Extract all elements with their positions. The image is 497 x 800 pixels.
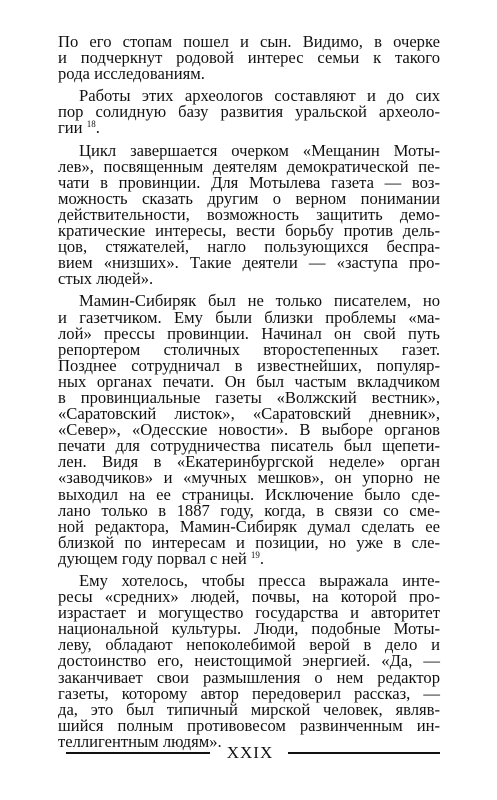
- text-line: пор солидную базу развития уральской археоло-: [58, 102, 440, 122]
- text-line: в провинциальные газеты «Волжский вестник»,: [58, 387, 440, 407]
- text-line: стых людей».: [58, 269, 154, 289]
- text-line: Ему хотелось, чтобы пресса выражала инте-: [79, 571, 440, 590]
- text-line: По его стопам пошел и сын. Видимо, в очерке: [58, 32, 440, 51]
- text-line: да, это был типичный мирской человек, являв-: [58, 699, 440, 719]
- text-line: газеты, которому автор передоверил рассказ, —: [58, 683, 440, 703]
- text-line: действительности, возможность защитить демо-: [58, 204, 440, 224]
- text-line: цов, стяжателей, нагло пользующихся беспра-: [58, 237, 440, 257]
- text-line: лой» прессы провинции. Начинал он свой путь: [58, 323, 440, 343]
- text-line: «заводчиков» и «мучных мешков», он упорно не: [58, 468, 440, 488]
- page-number: XXIX: [226, 743, 274, 762]
- body-text: [58, 34, 440, 750]
- text-line: репортером столичных второстепенных газет.: [58, 339, 440, 359]
- text-line: Мамин-Сибиряк был не только писателем, но: [79, 291, 440, 311]
- paragraph-2: [58, 88, 440, 136]
- text-line: и подчеркнут родовой интерес семьи к такого: [58, 48, 440, 68]
- paragraph-5: [58, 573, 440, 750]
- text-line: печати для сотрудничества писатель был щепети-: [58, 436, 440, 456]
- paragraph-3: [58, 140, 440, 289]
- text-line: близкой по интересам и позиции, но уже в сле-: [58, 532, 440, 552]
- text-line: ных органах печати. Он был частым вкладчиком: [58, 371, 440, 391]
- text-line: дующем году порвал с ней $^{19}$.: [58, 548, 265, 568]
- text-line: теллигентным людям».: [58, 731, 222, 751]
- text-line: лен. Видя в «Екатеринбургской неделе» орган: [58, 452, 440, 472]
- text-line: заканчивает свои размышления о нем редактор: [58, 667, 440, 687]
- text-line: леву, обладают непоколебимой верой в дело и: [58, 635, 440, 655]
- text-line: лев», посвященным деятелям демократической пе-: [58, 156, 440, 176]
- footer-rule-left: [66, 752, 210, 754]
- footnote-ref: 18: [86, 119, 96, 130]
- text-line: и газетчиком. Ему были близки проблемы «ма-: [58, 307, 440, 327]
- text-line: Позднее сотрудничал в известнейших, популяр-: [58, 355, 440, 375]
- text-line: «Север», «Одесские новости». В выборе органов: [58, 420, 440, 440]
- paragraph-1: [58, 34, 440, 82]
- text-line: израстает и могущество государства и авторитет: [58, 603, 440, 623]
- text-line: гии $^{18}$.: [58, 118, 100, 138]
- text-line: вием «низших». Такие деятели — «заступа про-: [58, 253, 440, 273]
- text-line: рода исследованиям.: [58, 64, 205, 84]
- footer-rule-right: [288, 752, 440, 754]
- text-line: лано только в 1887 году, когда, в связи со сме-: [58, 500, 440, 520]
- text-line: национальной культуры. Люди, подобные Моты-: [58, 619, 440, 639]
- text-line: достоинство его, неистощимой энергией. «Да, —: [58, 651, 440, 671]
- text-line: можность сказать другим о верном понимании: [58, 188, 440, 208]
- text-line: Работы этих археологов составляют и до сих: [79, 86, 440, 106]
- text-line: «Саратовский листок», «Саратовский дневник»,: [58, 404, 440, 424]
- paragraph-4: [58, 293, 440, 567]
- text-line: шийся полным противовесом развинченным ин-: [58, 715, 440, 735]
- text-line: выходил на ее страницы. Исключение было сде-: [58, 484, 440, 504]
- line-text: гии: [58, 118, 83, 138]
- text-line: чати в провинции. Для Мотылева газета — воз-: [58, 172, 440, 192]
- text-line: кратические интересы, вести борьбу против дель-: [58, 221, 440, 241]
- page-footer: [58, 743, 440, 763]
- text-line: Цикл завершается очерком «Мещанин Моты-: [79, 140, 440, 160]
- text-line: ресы «средних» людей, почвы, на которой про-: [58, 587, 440, 607]
- text-line: ной редактора, Мамин-Сибиряк думал сделать ее: [58, 516, 440, 536]
- footnote-ref: 19: [250, 549, 260, 560]
- line-text: дующем году порвал с ней: [58, 548, 247, 568]
